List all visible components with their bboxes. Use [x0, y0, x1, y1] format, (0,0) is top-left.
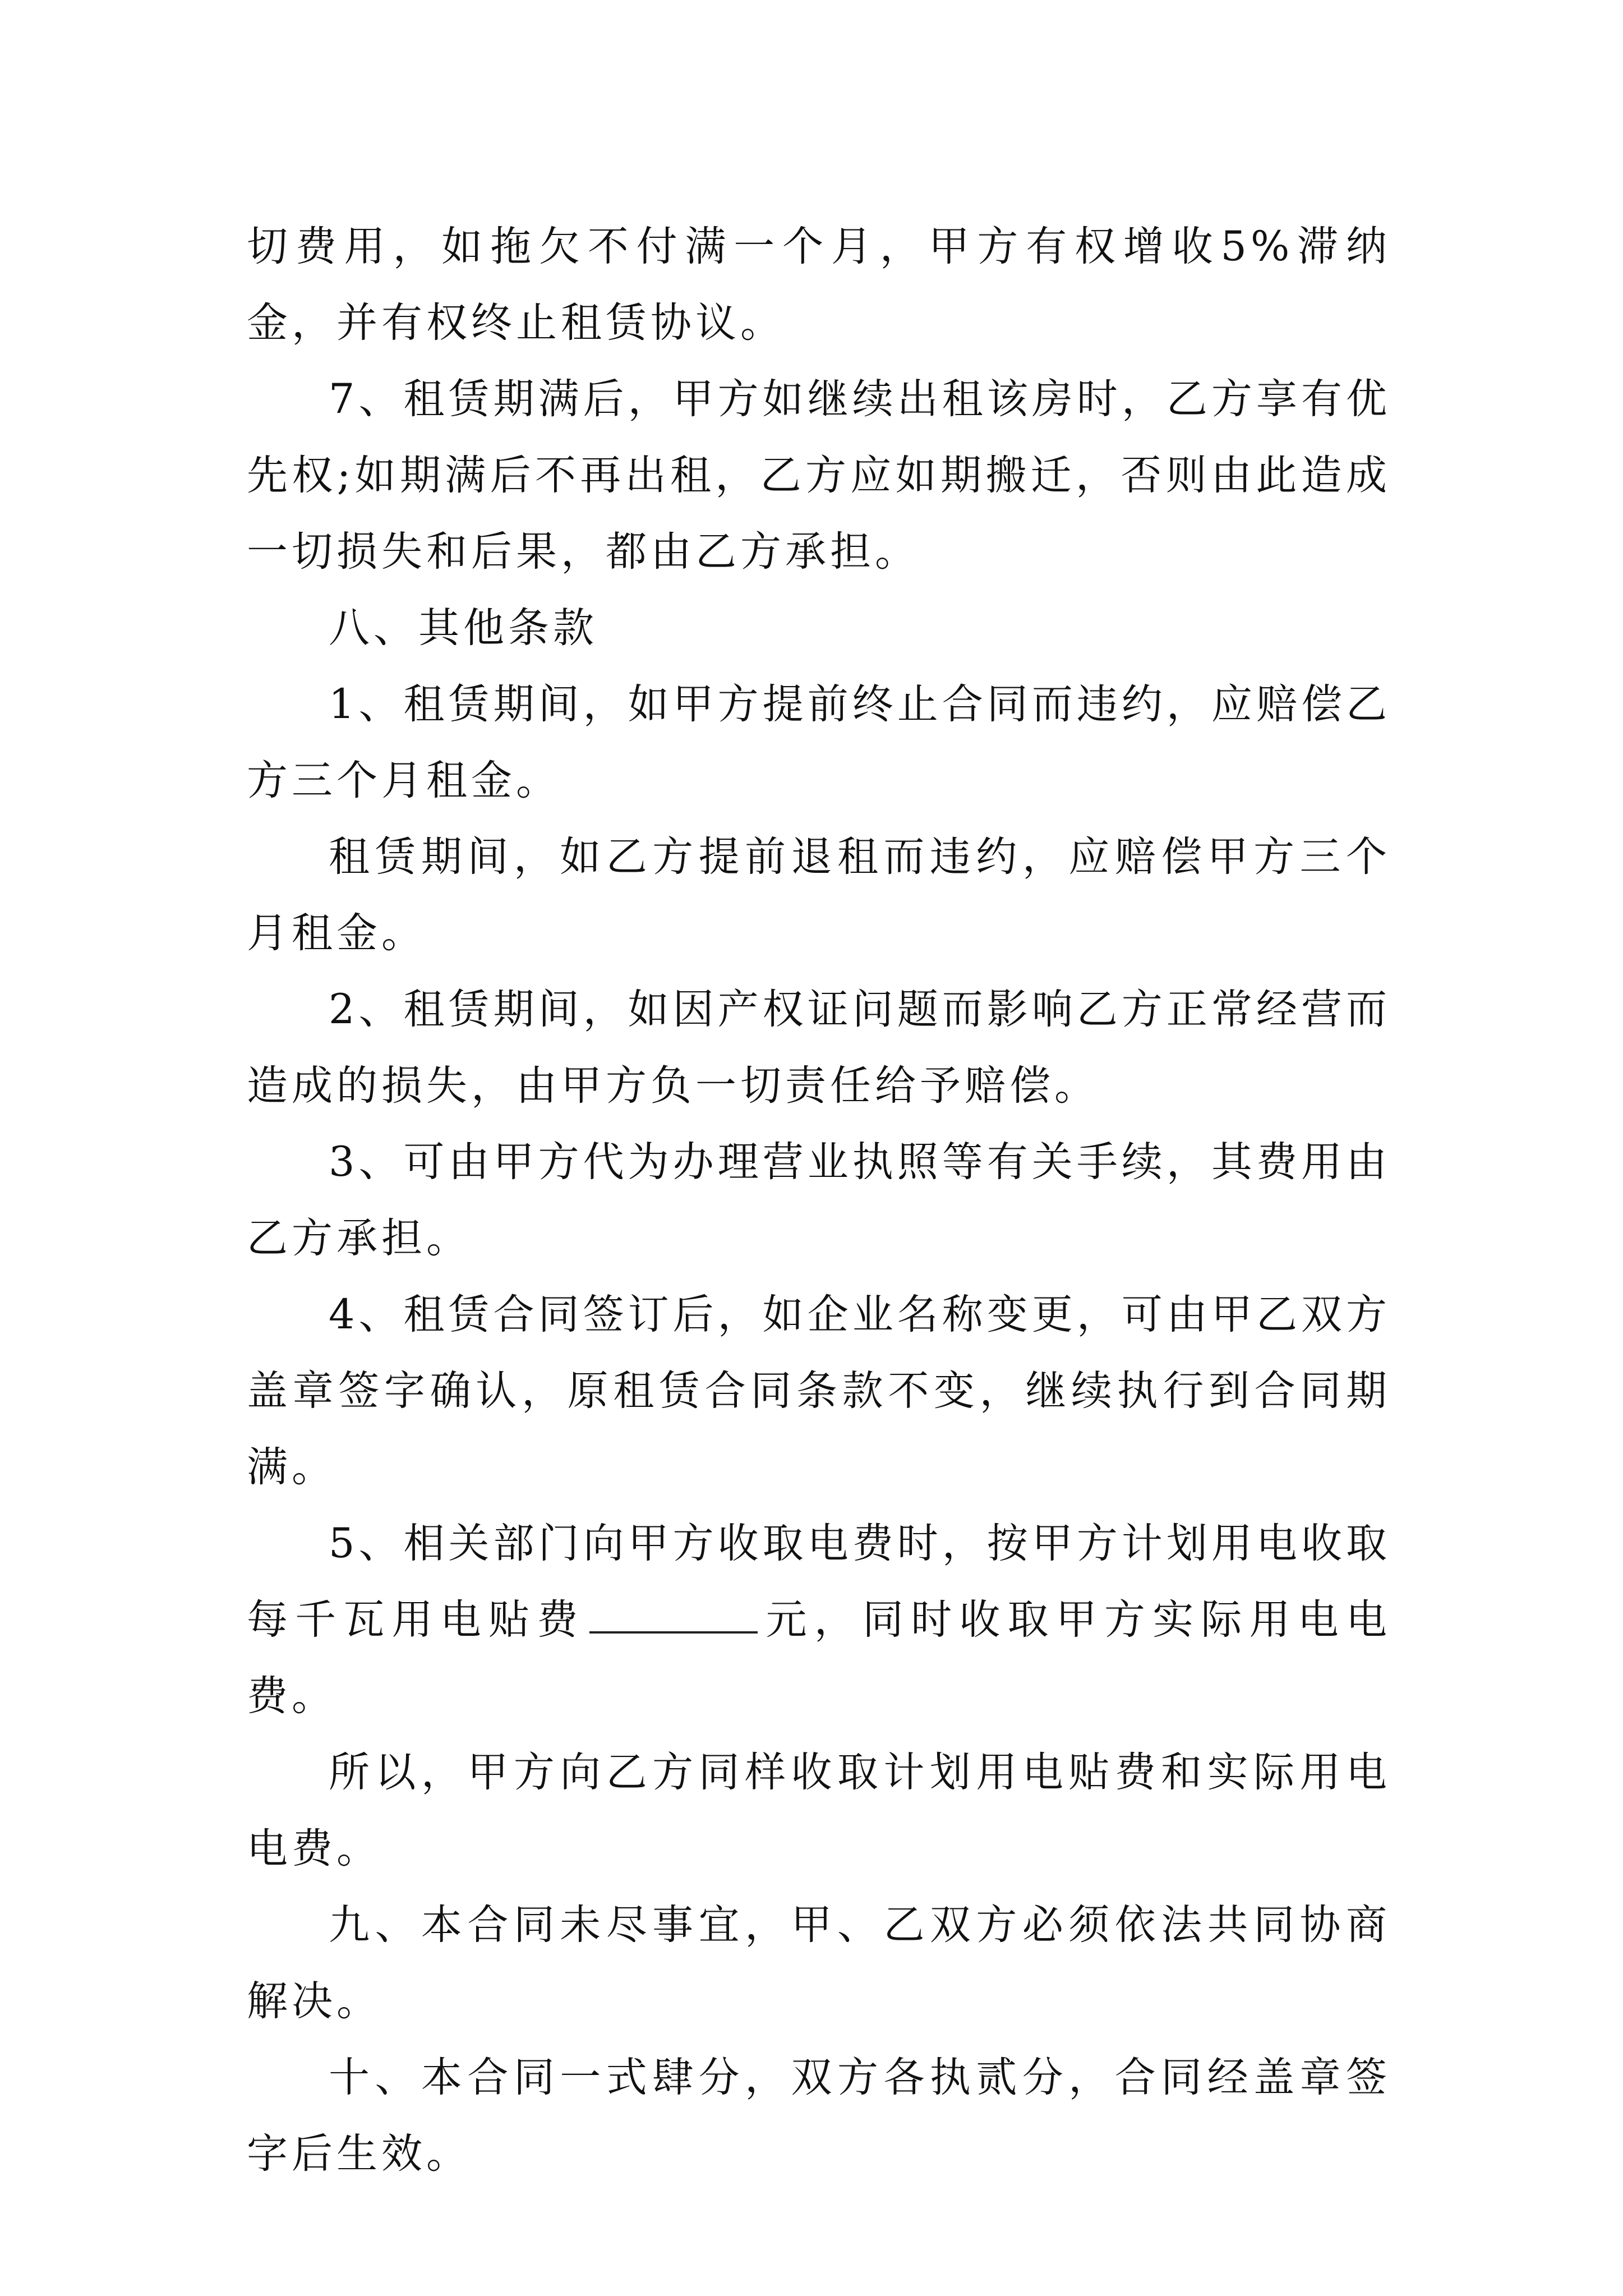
paragraph-clause-5	[247, 1506, 1391, 1734]
paragraph-clause-7: 7、租赁期满后，甲方如继续出租该房时，乙方享有优先权;如期满后不再出租，乙方应如期搬迁，否则由此造成一切损失和后果，都由乙方承担。	[247, 375, 1391, 576]
paragraph-clause-2: 2、租赁期间，如因产权证问题而影响乙方正常经营而造成的损失，由甲方负一切责任给予赔偿。	[247, 986, 1391, 1110]
paragraph-clause-5-note: 所以，甲方向乙方同样收取计划用电贴费和实际用电电费。	[247, 1749, 1391, 1872]
paragraph-late-fee: 切费用，如拖欠不付满一个月，甲方有权增收5%滞纳金，并有权终止租赁协议。	[247, 223, 1391, 347]
paragraph-clause-3: 3、可由甲方代为办理营业执照等有关手续，其费用由乙方承担。	[247, 1138, 1391, 1262]
paragraph-clause-1: 1、租赁期间，如甲方提前终止合同而违约，应赔偿乙方三个月租金。	[247, 680, 1391, 804]
paragraph-clause-9: 九、本合同未尽事宜，甲、乙双方必须依法共同协商解决。	[247, 1901, 1391, 2025]
clause-5-text-before-blank: 5、相关部门向甲方收取电费时，按甲方计划用电收取每千瓦用电贴费	[247, 1520, 1391, 1644]
section-heading-other-terms: 八、其他条款	[329, 604, 598, 652]
paragraph-clause-10: 十、本合同一式肆分，双方各执贰分，合同经盖章签字后生效。	[247, 2054, 1391, 2178]
document-body	[247, 209, 1391, 2192]
paragraph-clause-4: 4、租赁合同签订后，如企业名称变更，可由甲乙双方盖章签字确认，原租赁合同条款不变，继续执行到合同期满。	[247, 1291, 1391, 1491]
paragraph-clause-1-tenant: 租赁期间，如乙方提前退租而违约，应赔偿甲方三个月租金。	[247, 833, 1391, 957]
fill-in-blank	[589, 1631, 758, 1634]
clause-5-text-after-blank: 元，同时收取甲方实际用电电费。	[247, 1596, 1391, 1720]
